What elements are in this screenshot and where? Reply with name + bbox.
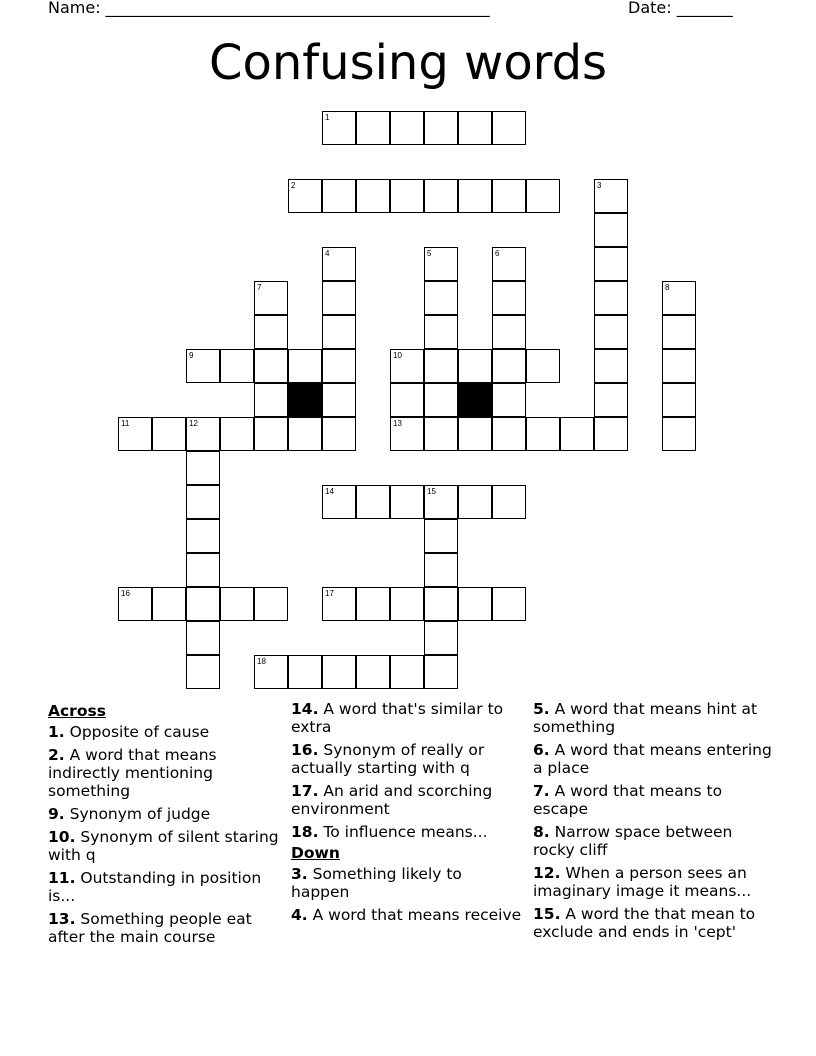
grid-cell[interactable]: [322, 417, 356, 451]
grid-cell[interactable]: [322, 655, 356, 689]
grid-cell[interactable]: [424, 179, 458, 213]
clue-number: 15.: [533, 905, 561, 923]
clue-item: [48, 910, 280, 946]
grid-cell[interactable]: [322, 315, 356, 349]
clue-text: When a person sees an imaginary image it means...: [533, 864, 752, 900]
clue-number: 16: [121, 589, 130, 598]
grid-cell[interactable]: [458, 179, 492, 213]
clue-number: 4: [325, 249, 330, 258]
clue-text: To influence means...: [318, 823, 488, 841]
down-clue-list: [291, 865, 523, 924]
clue-text: A word that means to escape: [533, 782, 723, 818]
grid-cell[interactable]: [186, 349, 220, 383]
grid-cell[interactable]: [594, 417, 628, 451]
clue-number: 12.: [533, 864, 561, 882]
clue-number: 1.: [48, 723, 65, 741]
grid-cell[interactable]: [424, 111, 458, 145]
clue-number: 17: [325, 589, 334, 598]
clue-item: [533, 741, 773, 777]
clue-text: A word that means hint at something: [533, 700, 758, 736]
grid-cell[interactable]: [390, 111, 424, 145]
grid-cell[interactable]: [458, 417, 492, 451]
grid-cell[interactable]: [424, 621, 458, 655]
clue-number: 13: [393, 419, 402, 428]
grid-cell[interactable]: [594, 179, 628, 213]
grid-cell[interactable]: [594, 315, 628, 349]
grid-cell[interactable]: [390, 485, 424, 519]
clue-number: 6: [495, 249, 500, 258]
clue-text: Something people eat after the main course: [48, 910, 252, 946]
clue-number: 10.: [48, 828, 76, 846]
grid-cell[interactable]: [492, 383, 526, 417]
grid-cell[interactable]: [220, 417, 254, 451]
clue-item: [48, 828, 280, 864]
black-cell: [458, 383, 492, 417]
grid-cell[interactable]: [492, 179, 526, 213]
grid-cell[interactable]: [424, 315, 458, 349]
clue-item: [291, 741, 523, 777]
grid-cell[interactable]: [492, 281, 526, 315]
clue-item: [48, 723, 280, 741]
clue-number: 13.: [48, 910, 76, 928]
grid-cell[interactable]: [322, 485, 356, 519]
grid-cell[interactable]: [322, 281, 356, 315]
grid-cell[interactable]: [526, 179, 560, 213]
grid-cell[interactable]: [118, 417, 152, 451]
grid-cell[interactable]: [186, 621, 220, 655]
clue-number: 5.: [533, 700, 550, 718]
clue-number: 6.: [533, 741, 550, 759]
grid-cell[interactable]: [322, 587, 356, 621]
clue-number: 12: [189, 419, 198, 428]
grid-cell[interactable]: [186, 451, 220, 485]
clue-number: 5: [427, 249, 432, 258]
grid-cell[interactable]: [288, 655, 322, 689]
grid-cell[interactable]: [526, 417, 560, 451]
clue-number: 9: [189, 351, 194, 360]
clue-number: 18: [257, 657, 266, 666]
grid-cell[interactable]: [356, 179, 390, 213]
grid-cell[interactable]: [356, 587, 390, 621]
grid-cell[interactable]: [662, 281, 696, 315]
grid-cell[interactable]: [424, 417, 458, 451]
grid-cell[interactable]: [390, 349, 424, 383]
grid-cell[interactable]: [322, 383, 356, 417]
clue-number: 3.: [291, 865, 308, 883]
grid-cell[interactable]: [390, 383, 424, 417]
page-title: Confusing words: [208, 35, 608, 91]
grid-cell[interactable]: [424, 349, 458, 383]
grid-cell[interactable]: [254, 655, 288, 689]
name-field: Name: ________________________________________________: [48, 0, 490, 17]
clue-text: A word that means indirectly mentioning something: [48, 746, 217, 800]
clue-text: A word that means entering a place: [533, 741, 772, 777]
clue-item: [291, 906, 523, 924]
grid-cell[interactable]: [152, 587, 186, 621]
grid-cell[interactable]: [356, 485, 390, 519]
clue-number: 7: [257, 283, 262, 292]
clue-number: 7.: [533, 782, 550, 800]
clue-number: 8.: [533, 823, 550, 841]
grid-cell[interactable]: [492, 485, 526, 519]
grid-cell[interactable]: [390, 179, 424, 213]
down-clue-list-continued: [533, 700, 773, 941]
across-clue-list-continued: [291, 700, 523, 841]
clue-number: 9.: [48, 805, 65, 823]
clue-text: An arid and scorching environment: [291, 782, 493, 818]
clue-item: [533, 782, 773, 818]
grid-cell[interactable]: [492, 349, 526, 383]
clue-number: 2.: [48, 746, 65, 764]
grid-cell[interactable]: [186, 553, 220, 587]
grid-cell[interactable]: [594, 349, 628, 383]
grid-cell[interactable]: [288, 179, 322, 213]
grid-cell[interactable]: [458, 485, 492, 519]
grid-cell[interactable]: [186, 655, 220, 689]
clue-item: [48, 869, 280, 905]
clue-text: Narrow space between rocky cliff: [533, 823, 733, 859]
grid-cell[interactable]: [390, 417, 424, 451]
date-field: Date: _______: [628, 0, 733, 17]
grid-cell[interactable]: [356, 111, 390, 145]
clue-text: Outstanding in position is...: [48, 869, 262, 905]
clues-column-2: [291, 700, 523, 929]
clue-number: 14.: [291, 700, 319, 718]
clue-item: [291, 782, 523, 818]
grid-cell[interactable]: [186, 519, 220, 553]
grid-cell[interactable]: [322, 111, 356, 145]
grid-cell[interactable]: [458, 587, 492, 621]
clue-number: 8: [665, 283, 670, 292]
grid-cell[interactable]: [424, 655, 458, 689]
clue-item: [48, 805, 280, 823]
grid-cell[interactable]: [424, 281, 458, 315]
grid-cell[interactable]: [492, 111, 526, 145]
grid-cell[interactable]: [424, 485, 458, 519]
grid-cell[interactable]: [322, 179, 356, 213]
clue-number: 11: [121, 419, 130, 428]
clue-item: [533, 700, 773, 736]
grid-cell[interactable]: [390, 655, 424, 689]
clue-text: A word the that mean to exclude and ends in 'cept': [533, 905, 756, 941]
clue-number: 2: [291, 181, 296, 190]
grid-cell[interactable]: [492, 417, 526, 451]
clue-item: [533, 905, 773, 941]
clue-number: 16.: [291, 741, 319, 759]
grid-cell[interactable]: [594, 281, 628, 315]
clue-number: 15: [427, 487, 436, 496]
grid-cell[interactable]: [322, 349, 356, 383]
clue-text: Something likely to happen: [291, 865, 462, 901]
clue-text: Synonym of judge: [64, 805, 211, 823]
clue-text: Opposite of cause: [64, 723, 210, 741]
grid-cell[interactable]: [322, 247, 356, 281]
clue-number: 18.: [291, 823, 319, 841]
clue-item: [291, 823, 523, 841]
grid-cell[interactable]: [662, 417, 696, 451]
grid-cell[interactable]: [254, 587, 288, 621]
grid-cell[interactable]: [152, 417, 186, 451]
clue-number: 3: [597, 181, 602, 190]
grid-cell[interactable]: [560, 417, 594, 451]
clue-item: [533, 823, 773, 859]
grid-cell[interactable]: [424, 553, 458, 587]
black-cell: [288, 383, 322, 417]
grid-cell[interactable]: [424, 383, 458, 417]
grid-cell[interactable]: [424, 519, 458, 553]
clue-number: 11.: [48, 869, 76, 887]
clue-text: Synonym of really or actually starting with q: [291, 741, 485, 777]
grid-cell[interactable]: [254, 383, 288, 417]
grid-cell[interactable]: [424, 587, 458, 621]
grid-cell[interactable]: [492, 247, 526, 281]
grid-cell[interactable]: [254, 281, 288, 315]
clue-text: A word that means receive: [307, 906, 522, 924]
across-heading: Across: [48, 702, 106, 720]
clue-item: [291, 700, 523, 736]
grid-cell[interactable]: [492, 587, 526, 621]
grid-cell[interactable]: [254, 417, 288, 451]
clue-number: 14: [325, 487, 334, 496]
clue-number: 10: [393, 351, 402, 360]
down-heading: Down: [291, 844, 340, 862]
grid-cell[interactable]: [492, 315, 526, 349]
grid-cell[interactable]: [220, 587, 254, 621]
grid-cell[interactable]: [186, 485, 220, 519]
grid-cell[interactable]: [458, 349, 492, 383]
grid-cell[interactable]: [662, 383, 696, 417]
grid-cell[interactable]: [288, 349, 322, 383]
grid-cell[interactable]: [594, 247, 628, 281]
grid-cell[interactable]: [186, 587, 220, 621]
clue-number: 17.: [291, 782, 319, 800]
grid-cell[interactable]: [458, 111, 492, 145]
across-clue-list: [48, 723, 280, 946]
grid-cell[interactable]: [594, 383, 628, 417]
clue-text: Synonym of silent staring with q: [48, 828, 279, 864]
grid-cell[interactable]: [594, 213, 628, 247]
grid-cell[interactable]: [118, 587, 152, 621]
grid-cell[interactable]: [356, 655, 390, 689]
grid-cell[interactable]: [424, 247, 458, 281]
grid-cell[interactable]: [220, 349, 254, 383]
clue-text: A word that's similar to extra: [291, 700, 504, 736]
clue-number: 4.: [291, 906, 308, 924]
grid-cell[interactable]: [186, 417, 220, 451]
clue-number: 1: [325, 113, 330, 122]
clues-column-3: [533, 700, 773, 946]
grid-cell[interactable]: [254, 349, 288, 383]
grid-cell[interactable]: [288, 417, 322, 451]
grid-cell[interactable]: [662, 349, 696, 383]
grid-cell[interactable]: [662, 315, 696, 349]
grid-cell[interactable]: [390, 587, 424, 621]
clue-item: [48, 746, 280, 800]
grid-cell[interactable]: [526, 349, 560, 383]
clue-item: [533, 864, 773, 900]
grid-cell[interactable]: [254, 315, 288, 349]
clues-column-1: [48, 700, 280, 951]
clue-item: [291, 865, 523, 901]
